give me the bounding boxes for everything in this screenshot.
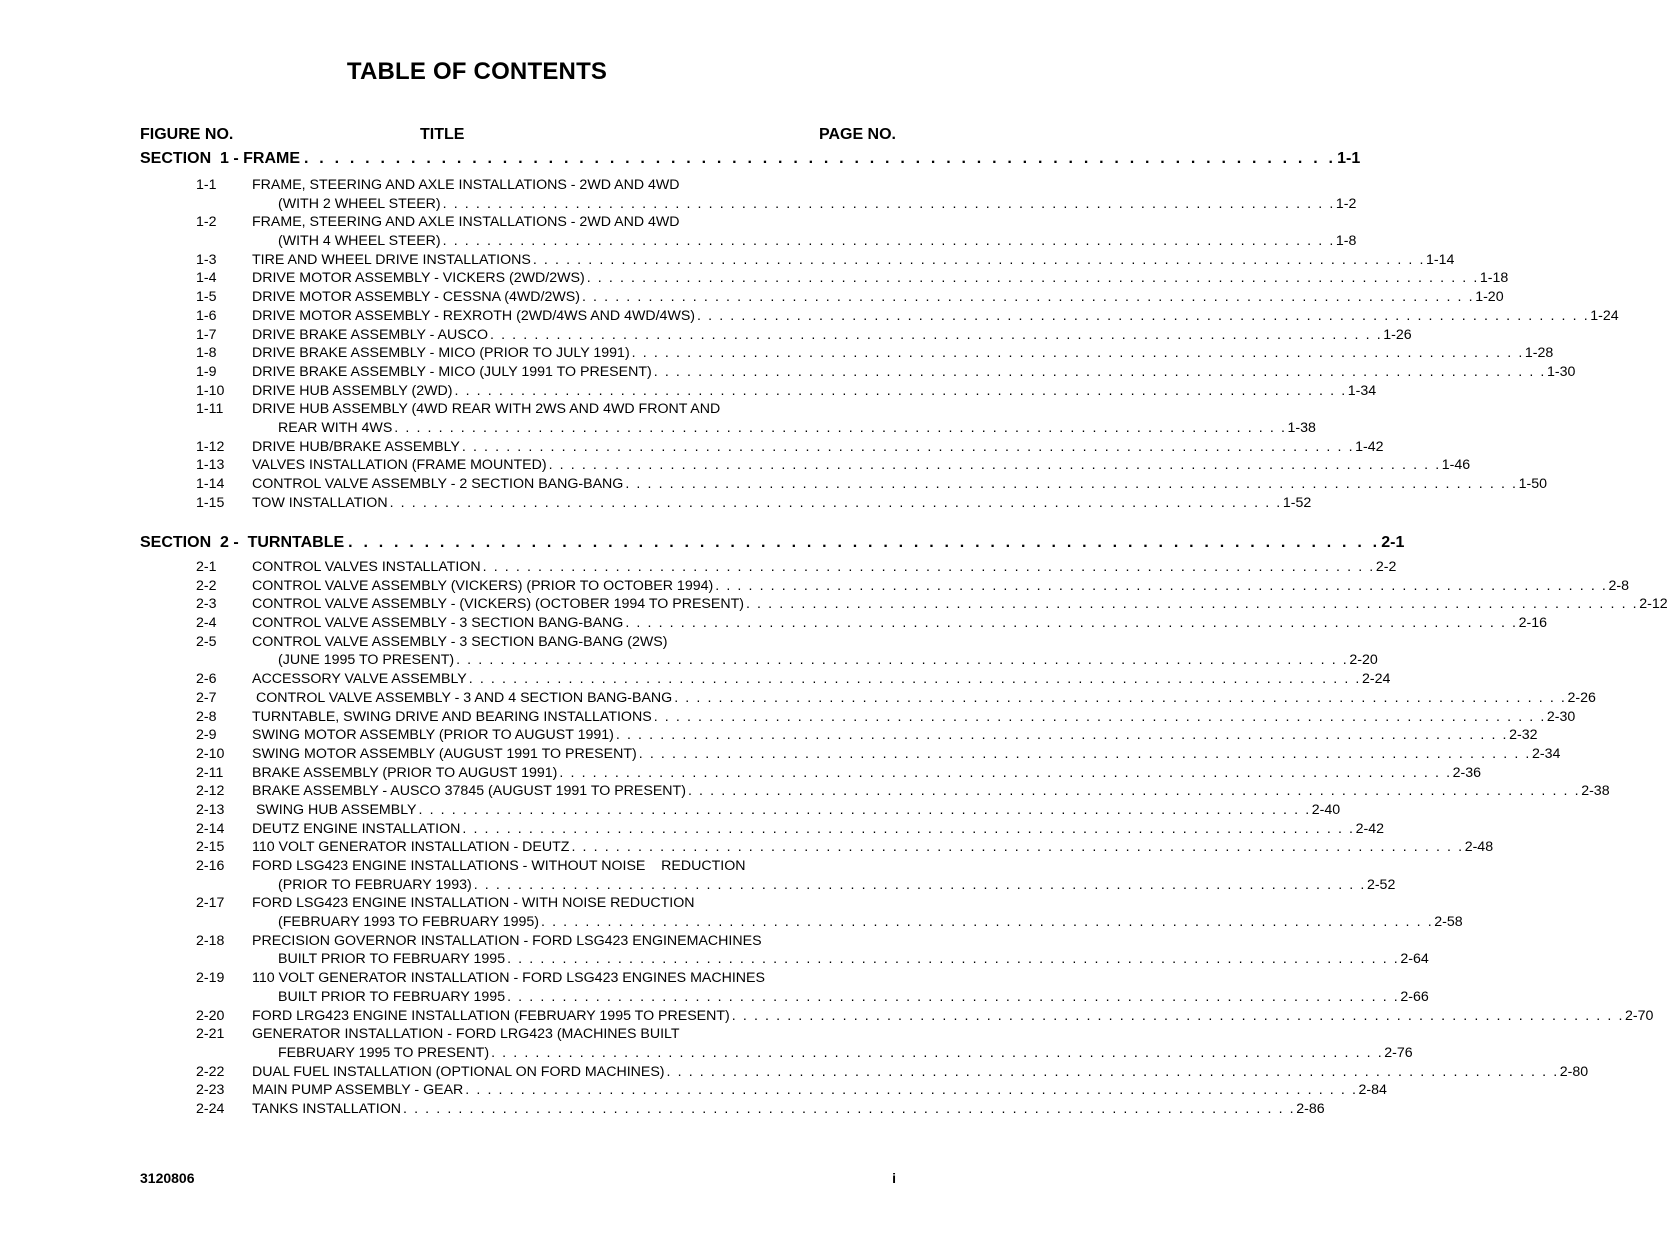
- entry-title: TURNTABLE, SWING DRIVE AND BEARING INSTALLATIONS: [252, 708, 652, 725]
- entry-page: 1-26: [1383, 326, 1412, 343]
- toc-entry[interactable]: [196, 820, 1385, 839]
- toc-entry[interactable]: [196, 764, 1482, 783]
- figure-number: 2-2: [196, 577, 217, 594]
- figure-number: 2-4: [196, 615, 217, 632]
- section-1-entries: [196, 176, 1619, 512]
- dot-leader: . . . . . . . . . . . . . . . . . . . . . . . . . . . . . . . . . . . . . . . . . . . . . . . . . . . . . . . . . . . . . . . . . . . . . . . . . . . . . . . . .: [456, 652, 1349, 669]
- entry-title: CONTROL VALVE ASSEMBLY - 2 SECTION BANG-BANG: [252, 476, 624, 492]
- dot-leader: . . . . . . . . . . . . . . . . . . . . . . . . . . . . . . . . . . . . . . . . . . . . . . . . . . . . . . . . . . . . . . . . . . . .: [304, 150, 1337, 167]
- entry-title: CONTROL VALVES INSTALLATION: [252, 559, 481, 575]
- figure-number: 2-13: [196, 801, 225, 818]
- dot-leader: . . . . . . . . . . . . . . . . . . . . . . . . . . . . . . . . . . . . . . . . . . . . . . . . . . . . . . . . . . . . . . . . . . . . . . . . . . . . . . . . .: [462, 820, 1355, 837]
- figure-number: 2-24: [196, 1100, 225, 1117]
- entry-page: 2-58: [1434, 914, 1463, 931]
- entry-title: CONTROL VALVE ASSEMBLY - 3 SECTION BANG-BANG (2WS): [252, 633, 668, 650]
- entry-page: 2-48: [1464, 839, 1494, 856]
- entry-title: (JUNE 1995 TO PRESENT): [278, 652, 455, 669]
- entry-page: 2-66: [1400, 988, 1429, 1005]
- dot-leader: . . . . . . . . . . . . . . . . . . . . . . . . . . . . . . . . . . . . . . . . . . . . . . . . . . . . . . . . . . . . . . . . . . . . . . . . . . . . . . . . .: [394, 419, 1287, 436]
- figure-number: 2-20: [196, 1007, 225, 1024]
- entry-page: 2-36: [1452, 764, 1482, 781]
- entry-page: 1-14: [1426, 251, 1455, 268]
- toc-entry[interactable]: [196, 857, 1396, 894]
- entry-title: PRECISION GOVERNOR INSTALLATION - FORD LSG423 ENGINEMACHINES: [252, 932, 762, 949]
- footer-doc-number: 3120806: [140, 1170, 195, 1186]
- dot-leader: . . . . . . . . . . . . . . . . . . . . . . . . . . . . . . . . . . . . . . . . . . . . . . . . . . . . . . . . . . . . . . . . . . . . . . . . . . . . . . . . .: [559, 764, 1452, 781]
- dot-leader: . . . . . . . . . . . . . . . . . . . . . . . . . . . . . . . . . . . . . . . . . . . . . . . . . . . . . . . . . . . . . . . . . . . . . . . . . . . . . . . . .: [461, 438, 1355, 455]
- figure-number: 2-19: [196, 970, 225, 987]
- dot-leader: . . . . . . . . . . . . . . . . . . . . . . . . . . . . . . . . . . . . . . . . . . . . . . . . . . . . . . . . . . . . . . . . . . . . . . . . . . . . . . . . .: [631, 345, 1524, 362]
- entry-title: FORD LRG423 ENGINE INSTALLATION (FEBRUARY 1995 TO PRESENT): [252, 1007, 730, 1024]
- entry-title: DRIVE HUB/BRAKE ASSEMBLY: [252, 438, 460, 455]
- section-page: 1-1: [1337, 150, 1361, 167]
- entry-title: FRAME, STEERING AND AXLE INSTALLATIONS - 2WD AND 4WD: [252, 214, 680, 231]
- dot-leader: . . . . . . . . . . . . . . . . . . . . . . . . . . . . . . . . . . . . . . . . . . . . . . . . . . . . . . . . . . . . . . . . . . . . . . . . . . . . . . . . .: [697, 307, 1590, 324]
- entry-title: (PRIOR TO FEBRUARY 1993): [278, 876, 472, 893]
- toc-entry[interactable]: [196, 307, 1619, 326]
- entry-title: TANKS INSTALLATION: [252, 1100, 401, 1117]
- entry-title: DRIVE HUB ASSEMBLY (2WD): [252, 382, 453, 399]
- dot-leader: . . . . . . . . . . . . . . . . . . . . . . . . . . . . . . . . . . . . . . . . . . . . . . . . . . . . . . . . . . . . . . . . . . . . . . . . . . . . . . . . .: [615, 727, 1509, 744]
- toc-entry[interactable]: [196, 400, 1316, 437]
- toc-entry[interactable]: [196, 251, 1455, 270]
- figure-number: 1-4: [196, 270, 217, 287]
- dot-leader: . . . . . . . . . . . . . . . . . . . . . . . . . . . . . . . . . . . . . . . . . . . . . . . . . . . . . . . . . . . . . . . . . . . . . . . . . . . . . . . . .: [731, 1007, 1625, 1024]
- dot-leader: . . . . . . . . . . . . . . . . . . . . . . . . . . . . . . . . . . . . . . . . . . . . . . . . . . . . . . . . . . . . . . . . . . . . . . . . . . . . . . . . .: [571, 839, 1464, 856]
- dot-leader: . . . . . . . . . . . . . . . . . . . . . . . . . . . . . . . . . . . . . . . . . . . . . . . . . . . . . . . . . . . . . . . . . . . . . . . . . . . . . . . . .: [625, 476, 1518, 492]
- dot-leader: . . . . . . . . . . . . . . . . . . . . . . . . . . . . . . . . . . . . . . . . . . . . . . . . . . . . . . . . . . . . . . . . . . . . . . . . . . . . . . . . .: [418, 801, 1311, 818]
- figure-number: 1-12: [196, 438, 225, 455]
- entry-title: DUAL FUEL INSTALLATION (OPTIONAL ON FORD MACHINES): [252, 1063, 665, 1080]
- entry-title: FORD LSG423 ENGINE INSTALLATION - WITH NOISE REDUCTION: [252, 895, 695, 912]
- dot-leader: . . . . . . . . . . . . . . . . . . . . . . . . . . . . . . . . . . . . . . . . . . . . . . . . . . . . . . . . . . . . . . . . . . . . . . . . . . . . . . . . .: [465, 1082, 1358, 1099]
- figure-number: 1-11: [196, 401, 224, 418]
- entry-page: 1-24: [1590, 307, 1619, 324]
- entry-page: 1-42: [1355, 438, 1384, 455]
- entry-title: SWING MOTOR ASSEMBLY (PRIOR TO AUGUST 1991): [252, 727, 614, 744]
- figure-number: 1-1: [196, 177, 217, 193]
- entry-title: DRIVE BRAKE ASSEMBLY - AUSCO: [252, 326, 489, 343]
- toc-entry[interactable]: [196, 1063, 1589, 1082]
- figure-number: 2-6: [196, 671, 217, 688]
- toc-entry[interactable]: [196, 670, 1391, 689]
- entry-title: BUILT PRIOR TO FEBRUARY 1995: [278, 951, 506, 968]
- figure-number: 2-11: [196, 764, 224, 781]
- entry-page: 2-16: [1518, 615, 1547, 632]
- entry-title: (WITH 4 WHEEL STEER): [278, 233, 441, 250]
- toc-entry[interactable]: [196, 932, 1429, 969]
- toc-entry[interactable]: [196, 1025, 1413, 1062]
- entry-page: 2-26: [1567, 689, 1596, 706]
- entry-title: TIRE AND WHEEL DRIVE INSTALLATIONS: [252, 251, 531, 268]
- dot-leader: . . . . . . . . . . . . . . . . . . . . . . . . . . . . . . . . . . . . . . . . . . . . . . . . . . . . . . . . . . . . . . . . . . . . . . . . . . . . . . . . .: [715, 577, 1608, 594]
- figure-number: 2-15: [196, 839, 225, 856]
- entry-title: CONTROL VALVE ASSEMBLY - 3 AND 4 SECTION BANG-BANG: [252, 689, 673, 706]
- toc-entry[interactable]: [196, 894, 1463, 931]
- dot-leader: . . . . . . . . . . . . . . . . . . . . . . . . . . . . . . . . . . . . . . . . . . . . . . . . . . . . . . . . . . . . . . . . . . . . . . . . . . . . . . . . .: [490, 326, 1383, 343]
- figure-number: 1-8: [196, 345, 217, 362]
- figure-number: 2-21: [196, 1026, 225, 1043]
- dot-leader: . . . . . . . . . . . . . . . . . . . . . . . . . . . . . . . . . . . . . . . . . . . . . . . . . . . . . . . . . . . . . . . . . . . . . . . . . . . . . . . . .: [403, 1100, 1296, 1117]
- dot-leader: . . . . . . . . . . . . . . . . . . . . . . . . . . . . . . . . . . . . . . . . . . . . . . . . . . . . . . . . . . . . . . . . . . . . . . . . . . . . . . . . .: [666, 1063, 1559, 1080]
- dot-leader: . . . . . . . . . . . . . . . . . . . . . . . . . . . . . . . . . . . . . . . . . . . . . . . . . . . . . . . . . . . . . . . . . . . . . . . . . . . . . . . . .: [581, 289, 1475, 306]
- entry-title: DRIVE BRAKE ASSEMBLY - MICO (PRIOR TO JULY 1991): [252, 345, 630, 362]
- entry-page: 2-84: [1358, 1082, 1387, 1099]
- toc-entry[interactable]: [196, 344, 1554, 363]
- figure-number: 2-16: [196, 858, 225, 874]
- entry-title: SWING MOTOR ASSEMBLY (AUGUST 1991 TO PRESENT): [252, 745, 637, 762]
- entry-page: 2-32: [1509, 727, 1538, 744]
- toc-entry[interactable]: [196, 558, 1397, 577]
- figure-number: 2-3: [196, 596, 217, 613]
- toc-entry[interactable]: [196, 577, 1629, 596]
- dot-leader: . . . . . . . . . . . . . . . . . . . . . . . . . . . . . . . . . . . . . . . . . . . . . . . . . . . . . . . . . . . . . . . . . . . . . . . . . . . . . . . . .: [541, 914, 1434, 931]
- figure-number: 1-2: [196, 214, 217, 231]
- entry-page: 2-80: [1559, 1063, 1589, 1080]
- dot-leader: . . . . . . . . . . . . . . . . . . . . . . . . . . . . . . . . . . . . . . . . . . . . . . . . . . . . . . . . . . . . . . . . . . . . . . . . . . . . . . . . .: [442, 233, 1335, 250]
- entry-title: GENERATOR INSTALLATION - FORD LRG423 (MACHINES BUILT: [252, 1026, 680, 1043]
- toc-entry[interactable]: [196, 475, 1547, 494]
- dot-leader: . . . . . . . . . . . . . . . . . . . . . . . . . . . . . . . . . . . . . . . . . . . . . . . . . . . . . . . . . . . . . . . . . . . . . . . . . . . . . . . . .: [687, 783, 1581, 800]
- figure-number: 1-10: [196, 382, 225, 399]
- figure-number: 1-6: [196, 307, 217, 324]
- entry-title: TOW INSTALLATION: [252, 494, 388, 511]
- toc-entry[interactable]: [196, 969, 1429, 1006]
- entry-page: 1-8: [1335, 233, 1357, 250]
- figure-number: 2-17: [196, 895, 225, 912]
- page-title: TABLE OF CONTENTS: [346, 58, 608, 85]
- header-figure-no: FIGURE NO.: [140, 126, 234, 143]
- figure-number: 1-5: [196, 289, 217, 306]
- entry-title: CONTROL VALVE ASSEMBLY (VICKERS) (PRIOR TO OCTOBER 1994): [252, 577, 714, 594]
- figure-number: 2-8: [196, 708, 217, 725]
- section-2-heading[interactable]: [140, 534, 1405, 552]
- entry-page: 1-50: [1518, 476, 1547, 492]
- entry-page: 2-40: [1311, 801, 1341, 818]
- entry-page: 2-76: [1384, 1044, 1413, 1061]
- dot-leader: . . . . . . . . . . . . . . . . . . . . . . . . . . . . . . . . . . . . . . . . . . . . . . . . . . . . . . . . . . . . . . . . . . . . . . . . . . . . . . . . .: [507, 951, 1400, 968]
- toc-entry[interactable]: [196, 288, 1504, 307]
- entry-title: CONTROL VALVE ASSEMBLY - 3 SECTION BANG-BANG: [252, 615, 624, 632]
- entry-title: DRIVE HUB ASSEMBLY (4WD REAR WITH 2WS AND 4WD FRONT AND: [252, 401, 721, 418]
- dot-leader: . . . . . . . . . . . . . . . . . . . . . . . . . . . . . . . . . . . . . . . . . . . . . . . . . . . . . . . . . . . . . . . . . . . . . . . . . . . . . . . . .: [507, 988, 1400, 1005]
- entry-title: REAR WITH 4WS: [278, 419, 393, 436]
- figure-number: 2-18: [196, 932, 225, 949]
- figure-number: 1-7: [196, 326, 217, 343]
- toc-entry[interactable]: [196, 689, 1596, 708]
- toc-entry[interactable]: [196, 1081, 1387, 1100]
- toc-entry[interactable]: [196, 1007, 1654, 1026]
- figure-number: 2-9: [196, 727, 217, 744]
- entry-title: (FEBRUARY 1993 TO FEBRUARY 1995): [278, 914, 540, 931]
- dot-leader: . . . . . . . . . . . . . . . . . . . . . . . . . . . . . . . . . . . . . . . . . . . . . . . . . . . . . . . . . . . . . . . . . . . . . . . . . . . . . . . . .: [442, 195, 1335, 212]
- entry-title: 110 VOLT GENERATOR INSTALLATION - FORD LSG423 ENGINES MACHINES: [252, 970, 765, 987]
- entry-page: 2-24: [1361, 671, 1391, 688]
- toc-entry[interactable]: [196, 363, 1576, 382]
- toc-entry[interactable]: [196, 269, 1509, 288]
- toc-entry[interactable]: [196, 614, 1547, 633]
- figure-number: 1-14: [196, 476, 225, 492]
- dot-leader: . . . . . . . . . . . . . . . . . . . . . . . . . . . . . . . . . . . . . . . . . . . . . . . . . . . . . . . . . . . . . . . . . . . . . . . . . . . . . . . . .: [625, 615, 1518, 632]
- entry-page: 2-38: [1581, 783, 1610, 800]
- entry-title: SWING HUB ASSEMBLY: [252, 801, 417, 818]
- figure-number: 1-13: [196, 457, 225, 474]
- dot-leader: . . . . . . . . . . . . . . . . . . . . . . . . . . . . . . . . . . . . . . . . . . . . . . . . . . . . . . . . . . . . . . . . . . . . . . . . . . . . . . . . .: [548, 457, 1441, 474]
- dot-leader: . . . . . . . . . . . . . . . . . . . . . . . . . . . . . . . . . . . . . . . . . . . . . . . . . . . . . . . . . . . . . . . . . . . . . . . . . . . . . . . . .: [586, 270, 1479, 287]
- figure-number: 1-15: [196, 494, 225, 511]
- toc-entry[interactable]: [196, 438, 1384, 457]
- footer-page-number: i: [892, 1170, 896, 1186]
- entry-title: ACCESSORY VALVE ASSEMBLY: [252, 671, 467, 688]
- toc-entry[interactable]: [196, 1100, 1325, 1119]
- entry-title: DRIVE MOTOR ASSEMBLY - REXROTH (2WD/4WS AND 4WD/4WS): [252, 307, 696, 324]
- entry-title: FEBRUARY 1995 TO PRESENT): [278, 1044, 490, 1061]
- entry-page: 1-2: [1335, 195, 1357, 212]
- dot-leader: . . . . . . . . . . . . . . . . . . . . . . . . . . . . . . . . . . . . . . . . . . . . . . . . . . . . . . . . . . . . . . . . . . . . . . . . . . . . . . . . .: [473, 876, 1366, 893]
- toc-entry[interactable]: [196, 801, 1341, 820]
- toc-entry[interactable]: [196, 782, 1610, 801]
- entry-title: FORD LSG423 ENGINE INSTALLATIONS - WITHOUT NOISE REDUCTION: [252, 858, 746, 874]
- entry-page: 2-20: [1349, 652, 1378, 669]
- toc-entry[interactable]: [196, 726, 1538, 745]
- entry-page: 1-46: [1441, 457, 1471, 474]
- header-page-no: PAGE NO.: [818, 126, 896, 143]
- entry-page: 2-8: [1608, 577, 1629, 594]
- entry-page: 1-20: [1475, 289, 1504, 306]
- figure-number: 2-22: [196, 1063, 225, 1080]
- entry-page: 2-64: [1400, 951, 1429, 968]
- dot-leader: . . . . . . . . . . . . . . . . . . . . . . . . . . . . . . . . . . . . . . . . . . . . . . . . . . . . . . . . . . . . . . . . . . . . . . . . . . . . . . . . .: [653, 363, 1546, 380]
- toc-entry[interactable]: [196, 326, 1412, 345]
- toc-entry[interactable]: [196, 456, 1471, 475]
- entry-title: DRIVE BRAKE ASSEMBLY - MICO (JULY 1991 TO PRESENT): [252, 363, 652, 380]
- dot-leader: . . . . . . . . . . . . . . . . . . . . . . . . . . . . . . . . . . . . . . . . . . . . . . . . . . . . . . . . . . . . . . . . . . . . . . . . . . . . . . . . .: [454, 382, 1347, 399]
- entry-page: 2-2: [1375, 559, 1397, 575]
- entry-title: CONTROL VALVE ASSEMBLY - (VICKERS) (OCTOBER 1994 TO PRESENT): [252, 596, 744, 613]
- figure-number: 2-7: [196, 689, 217, 706]
- figure-number: 2-5: [196, 633, 217, 650]
- toc-entry[interactable]: [196, 213, 1357, 250]
- entry-page: 1-52: [1282, 494, 1312, 511]
- section-1-heading[interactable]: [140, 150, 1361, 168]
- entry-page: 1-30: [1546, 363, 1576, 380]
- dot-leader: . . . . . . . . . . . . . . . . . . . . . . . . . . . . . . . . . . . . . . . . . . . . . . . . . . . . . . . . . . . . . . . . . . . . . . . . . . . . . . . . .: [389, 494, 1282, 511]
- toc-entry[interactable]: [196, 708, 1576, 727]
- toc-entry[interactable]: [196, 595, 1668, 614]
- toc-entry[interactable]: [196, 838, 1494, 857]
- entry-page: 2-34: [1531, 745, 1561, 762]
- entry-page: 1-38: [1287, 419, 1316, 436]
- entry-page: 2-30: [1546, 708, 1576, 725]
- section-page: 2-1: [1381, 534, 1405, 551]
- toc-entry[interactable]: [196, 176, 1357, 213]
- entry-title: DEUTZ ENGINE INSTALLATION: [252, 820, 461, 837]
- dot-leader: . . . . . . . . . . . . . . . . . . . . . . . . . . . . . . . . . . . . . . . . . . . . . . . . . . . . . . . . . . . . . . . . . . . . . . . . . . . . . . . . .: [745, 596, 1639, 613]
- dot-leader: . . . . . . . . . . . . . . . . . . . . . . . . . . . . . . . . . . . . . . . . . . . . . . . . . . . . . . . . . . . . . . . . . . . . . . . . . . . . . . . . .: [532, 251, 1426, 268]
- entry-title: FRAME, STEERING AND AXLE INSTALLATIONS - 2WD AND 4WD: [252, 177, 680, 193]
- section-label: SECTION 1 - FRAME: [140, 150, 301, 167]
- figure-number: 2-12: [196, 783, 225, 800]
- entry-page: 2-86: [1296, 1100, 1325, 1117]
- entry-page: 2-12: [1639, 596, 1668, 613]
- entry-title: DRIVE MOTOR ASSEMBLY - VICKERS (2WD/2WS): [252, 270, 585, 287]
- entry-title: BRAKE ASSEMBLY - AUSCO 37845 (AUGUST 1991 TO PRESENT): [252, 783, 686, 800]
- figure-number: 1-3: [196, 251, 217, 268]
- figure-number: 2-14: [196, 820, 225, 837]
- figure-number: 1-9: [196, 363, 217, 380]
- entry-title: BUILT PRIOR TO FEBRUARY 1995: [278, 988, 506, 1005]
- figure-number: 2-1: [196, 559, 217, 575]
- toc-entry[interactable]: [196, 745, 1561, 764]
- entry-title: DRIVE MOTOR ASSEMBLY - CESSNA (4WD/2WS): [252, 289, 580, 306]
- dot-leader: . . . . . . . . . . . . . . . . . . . . . . . . . . . . . . . . . . . . . . . . . . . . . . . . . . . . . . . . . . . . . . . . . . . . . . . . . . . . . . . . .: [674, 689, 1567, 706]
- entry-page: 2-52: [1366, 876, 1396, 893]
- entry-title: BRAKE ASSEMBLY (PRIOR TO AUGUST 1991): [252, 764, 558, 781]
- dot-leader: . . . . . . . . . . . . . . . . . . . . . . . . . . . . . . . . . . . . . . . . . . . . . . . . . . . . . . . . . . . . . . . . . . . . . . . . . . . . . . . . .: [638, 745, 1531, 762]
- toc-entry[interactable]: [196, 633, 1378, 670]
- entry-page: 1-18: [1479, 270, 1509, 287]
- entry-title: 110 VOLT GENERATOR INSTALLATION - DEUTZ: [252, 839, 570, 856]
- figure-number: 2-10: [196, 745, 225, 762]
- dot-leader: . . . . . . . . . . . . . . . . . . . . . . . . . . . . . . . . . . . . . . . . . . . . . . . . . . . . . . . . . . . . . . . . . . . . . . . . . . . . . . . . .: [653, 708, 1546, 725]
- entry-page: 1-28: [1524, 345, 1554, 362]
- section-label: SECTION 2 - TURNTABLE: [140, 534, 345, 551]
- dot-leader: . . . . . . . . . . . . . . . . . . . . . . . . . . . . . . . . . . . . . . . . . . . . . . . . . . . . . . . . . . . . . . . . . . . . . . . . . . . . . . . . .: [468, 671, 1361, 688]
- entry-page: 2-70: [1625, 1007, 1654, 1024]
- entry-title: (WITH 2 WHEEL STEER): [278, 195, 441, 212]
- entry-title: VALVES INSTALLATION (FRAME MOUNTED): [252, 457, 547, 474]
- dot-leader: . . . . . . . . . . . . . . . . . . . . . . . . . . . . . . . . . . . . . . . . . . . . . . . . . . . . . . . . . . . . . . . . . . . . . . . . . . . . . . . . .: [482, 559, 1375, 575]
- section-2-entries: [196, 558, 1668, 1119]
- entry-page: 2-42: [1355, 820, 1385, 837]
- figure-number: 2-23: [196, 1082, 225, 1099]
- header-title: TITLE: [420, 126, 465, 143]
- entry-page: 1-34: [1347, 382, 1377, 399]
- dot-leader: . . . . . . . . . . . . . . . . . . . . . . . . . . . . . . . . . . . . . . . . . . . . . . . . . . . . . . . . . . . . . . . . . . . .: [348, 534, 1381, 551]
- toc-entry[interactable]: [196, 494, 1312, 513]
- dot-leader: . . . . . . . . . . . . . . . . . . . . . . . . . . . . . . . . . . . . . . . . . . . . . . . . . . . . . . . . . . . . . . . . . . . . . . . . . . . . . . . . .: [491, 1044, 1384, 1061]
- toc-entry[interactable]: [196, 382, 1377, 401]
- entry-title: MAIN PUMP ASSEMBLY - GEAR: [252, 1082, 464, 1099]
